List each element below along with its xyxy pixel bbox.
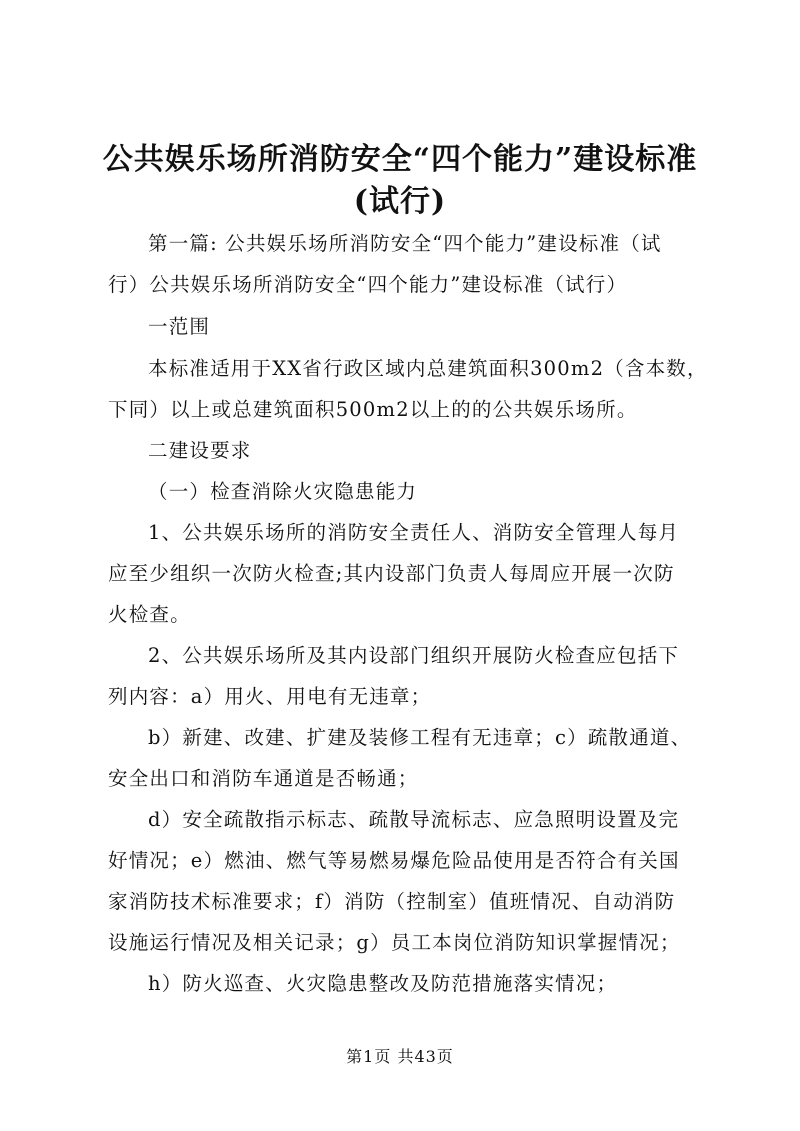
body-line: 设施运行情况及相关记录；g）员工本岗位消防知识掌握情况； <box>108 931 681 954</box>
body-line: 行）公共娱乐场所消防安全“四个能力”建设标准（试行） <box>108 273 628 296</box>
body-line: 列内容：a）用火、用电有无违章； <box>108 685 432 708</box>
subsection-heading: （一）检查消除火灾隐患能力 <box>148 480 418 503</box>
body-line: 本标准适用于XX省行政区域内总建筑面积300m2（含本数， <box>148 357 708 380</box>
document-title: 公共娱乐场所消防安全“四个能力”建设标准 <box>102 142 698 177</box>
body-line: 应至少组织一次防火检查;其内设部门负责人每周应开展一次防 <box>108 562 675 585</box>
body-line: 第一篇: 公共娱乐场所消防安全“四个能力”建设标准（试 <box>148 232 662 255</box>
body-line: 下同）以上或总建筑面积500m2以上的的公共娱乐场所。 <box>108 398 638 421</box>
section-heading: 一范围 <box>148 315 211 338</box>
body-line: 1、公共娱乐场所的消防安全责任人、消防安全管理人每月 <box>148 521 680 544</box>
body-line: 好情况；e）燃油、燃气等易燃易爆危险品使用是否符合有关国 <box>108 849 680 872</box>
body-line: 安全出口和消防车通道是否畅通； <box>108 767 419 790</box>
page-number-footer: 第1页 共43页 <box>346 1047 454 1066</box>
body-line: d）安全疏散指示标志、疏散导流标志、应急照明设置及完 <box>148 808 680 831</box>
body-line: b）新建、改建、扩建及装修工程有无违章；c）疏散通道、 <box>148 726 692 749</box>
body-line: 2、公共娱乐场所及其内设部门组织开展防火检查应包括下 <box>148 644 680 667</box>
body-line: 火检查。 <box>108 603 191 626</box>
section-heading: 二建设要求 <box>148 439 252 462</box>
body-line: 家消防技术标准要求；f）消防（控制室）值班情况、自动消防 <box>108 890 676 913</box>
document-title-suffix: (试行) <box>353 184 447 219</box>
body-line: h）防火巡查、火灾隐患整改及防范措施落实情况； <box>148 972 618 995</box>
